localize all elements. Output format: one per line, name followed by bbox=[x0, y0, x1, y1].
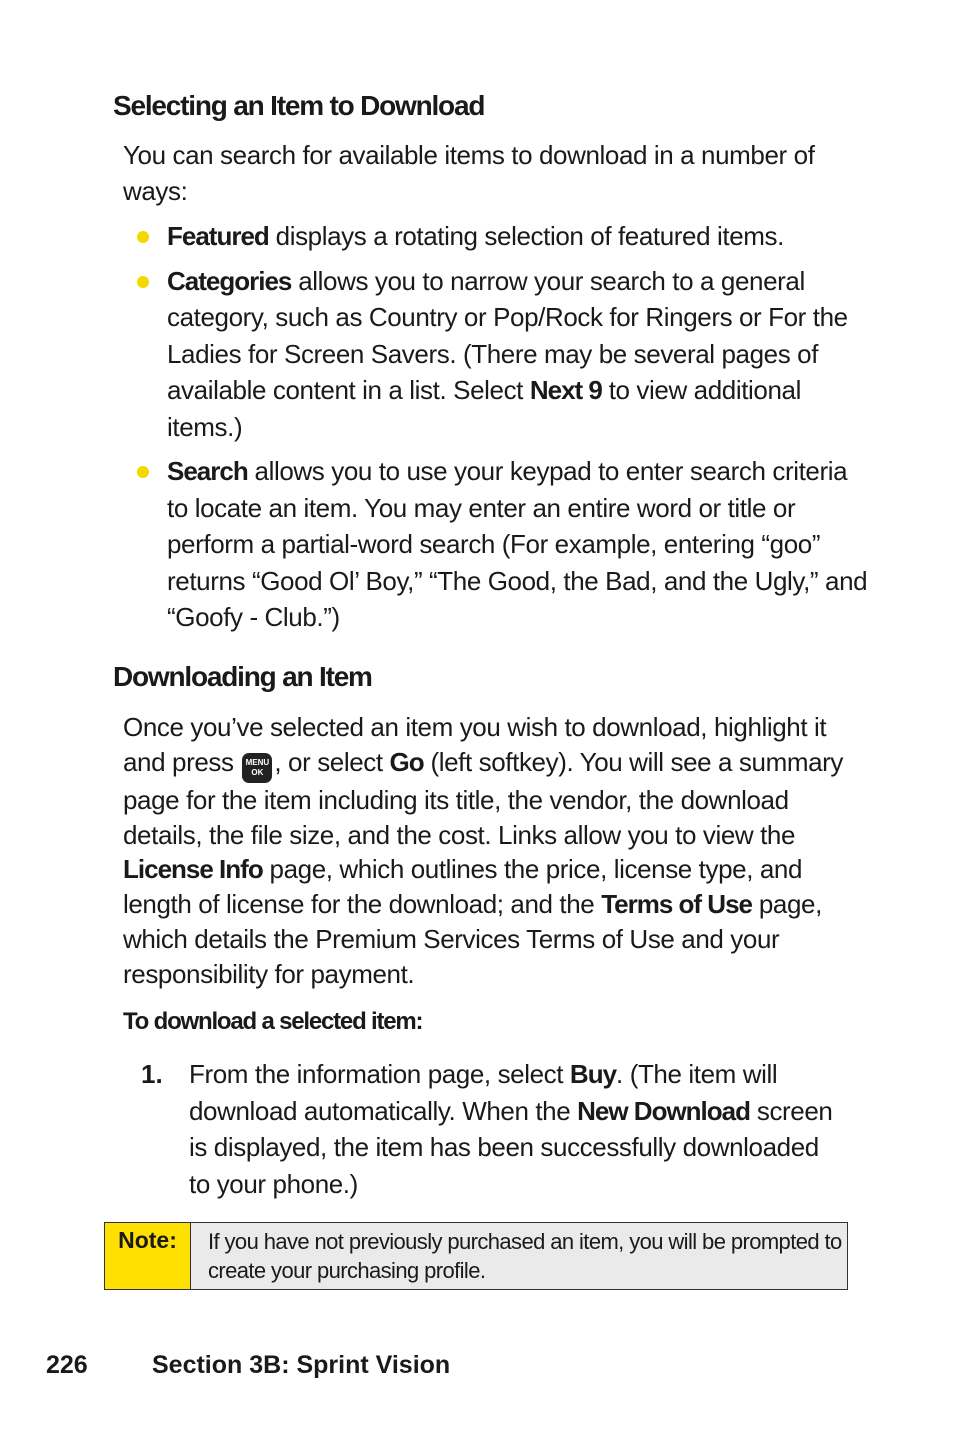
list-item-featured: Featured displays a rotating selection of featured items. bbox=[133, 218, 868, 255]
list-item-categories: Categories allows you to narrow your search to a general category, such as Country or Pop/Rock for Ringers or For the Ladies for Screen Savers. (There may be several pages of available content in a list. Select Next 9 to view additional items.) bbox=[133, 263, 868, 446]
page-number: 226 bbox=[46, 1351, 88, 1379]
term-go: Go bbox=[389, 746, 424, 777]
term-license-info: License Info bbox=[123, 854, 263, 885]
step-1 bbox=[141, 1056, 841, 1202]
step-text: From the information page, select Buy. (The item will download automatically. When the New Download screen is displayed, the item has been successfully downloaded to your phone.) bbox=[189, 1059, 833, 1199]
note-text: If you have not previously purchased an item, you will be prompted to create your purchasing profile. bbox=[191, 1223, 847, 1289]
term-next9: Next 9 bbox=[529, 375, 602, 405]
section-title-selecting: Selecting an Item to Download bbox=[113, 90, 485, 121]
section-title-downloading: Downloading an Item bbox=[113, 661, 372, 692]
term-terms-of-use: Terms of Use bbox=[601, 889, 752, 920]
term-featured: Featured bbox=[167, 221, 269, 251]
page-footer bbox=[46, 1348, 451, 1382]
term-categories: Categories bbox=[167, 265, 292, 296]
term-buy: Buy bbox=[569, 1059, 617, 1089]
list-item-search: Search allows you to use your keypad to enter search criteria to locate an item. You may enter an entire word or title or perform a partial-word search (For example, entering “goo” returns “Good Ol’ Boy,” “The Good, the Bad, and the Ugly,” and “Goofy - Club.”) bbox=[133, 453, 868, 636]
term-new-download: New Download bbox=[577, 1095, 751, 1126]
download-paragraph: Once you’ve selected an item you wish to download, highlight it and press MENU OK , or select Go (left softkey). You will see a summary page for the item including its title, the vendor, the download details, the file size, and the cost. Links allow you to view the License Info page, which outlines the price, license type, and length of license for the download; and the Terms of Use page, which details the Premium Services Terms of Use and your responsibility for payment. bbox=[123, 712, 843, 989]
bullet-dot-icon bbox=[137, 276, 149, 288]
intro-paragraph: You can search for available items to download in a number of ways: bbox=[123, 140, 815, 206]
term-search: Search bbox=[167, 456, 248, 486]
bullet-dot-icon bbox=[137, 231, 149, 243]
menu-ok-key-icon: MENU OK bbox=[242, 753, 272, 783]
search-options-list bbox=[133, 218, 868, 636]
footer-section-title: Section 3B: Sprint Vision bbox=[152, 1351, 451, 1379]
note-box bbox=[104, 1222, 848, 1290]
procedure-title: To download a selected item: bbox=[123, 1008, 423, 1035]
note-label: Note: bbox=[105, 1223, 191, 1289]
step-number: 1. bbox=[141, 1059, 163, 1089]
bullet-dot-icon bbox=[137, 466, 149, 478]
